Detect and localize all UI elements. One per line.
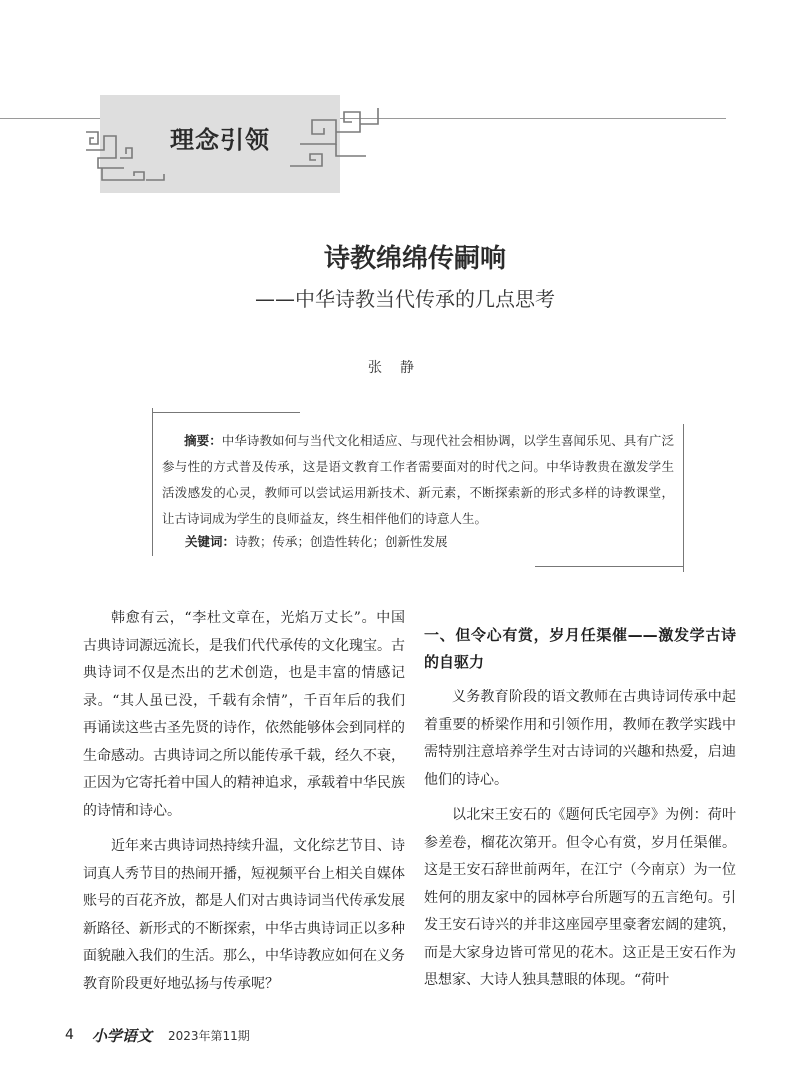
body-column-right	[424, 622, 736, 1003]
abstract-label: 摘要：	[184, 433, 222, 448]
paragraph: 义务教育阶段的语文教师在古典诗词传承中起着重要的桥梁作用和引领作用，教师在教学实践中需特别注意培养学生对古诗词的兴趣和热爱，启迪他们的诗心。	[424, 689, 736, 788]
issue-label: 2023年第11期	[167, 1028, 250, 1043]
keywords-text: 诗教；传承；创造性转化；创新性发展	[235, 534, 448, 549]
body-column-left	[83, 605, 405, 1006]
keywords	[185, 530, 665, 554]
header-rule-right	[340, 118, 726, 119]
keywords-label: 关键词：	[185, 534, 236, 549]
abstract-text: 中华诗教如何与当代文化相适应、与现代社会相协调，以学生喜闻乐见、具有广泛参与性的方式普及传承，这是语文教育工作者需要面对的时代之问。中华诗教贵在激发学生活泼感发的心灵，教师可以尝试运用新技术、新元素，不断探索新的形式多样的诗教课堂，让古诗词成为学生的良师益友，终生相伴他们的诗意人生。	[162, 433, 674, 526]
header-rule-left	[0, 118, 100, 119]
fretwork-pattern-left	[84, 128, 174, 186]
page-number: 4	[65, 1027, 74, 1043]
article-subtitle: ——中华诗教当代传承的几点思考	[255, 287, 555, 311]
section-label: 理念引领	[170, 126, 270, 154]
abstract-frame-right	[683, 424, 684, 572]
abstract-rule-bottom	[535, 566, 683, 567]
paragraph: 近年来古典诗词热持续升温，文化综艺节目、诗词真人秀节目的热闹开播，短视频平台上相关自媒体账号的百花齐放，都是人们对古典诗词当代传承发展新路径、新形式的不断探索，中华古典诗词正以多种面貌融入我们的生活。那么，中华诗教应如何在义务教育阶段更好地弘扬与传承呢？	[83, 838, 405, 992]
page-footer	[65, 1023, 250, 1047]
abstract	[162, 428, 674, 532]
article-author: 张静	[368, 360, 432, 376]
paragraph: 韩愈有云，“李杜文章在，光焰万丈长”。中国古典诗词源远流长，是我们代代承传的文化瑰宝。古典诗词不仅是杰出的艺术创造，也是丰富的情感记录。“其人虽已没，千载有余情”，千百年后的我们再诵读这些古圣先贤的诗作，依然能够体会到同样的生命感动。古典诗词之所以能传承千载，经久不衰，正因为它寄托着中国人的精神追求，承载着中华民族的诗情和诗心。	[83, 610, 405, 819]
paragraph: 以北宋王安石的《题何氏宅园亭》为例：荷叶参差卷，榴花次第开。但令心有赏，岁月任渠催。这是王安石辞世前两年，在江宁（今南京）为一位姓何的朋友家中的园林亭台所题写的五言绝句。引发王安石诗兴的并非这座园亭里豪奢宏阔的建筑，而是大家身边皆可常见的花木。这正是王安石作为思想家、大诗人独具慧眼的体现。“荷叶	[424, 807, 736, 988]
section-heading: 一、但令心有赏，岁月任渠催——激发学古诗的自驱力	[424, 626, 736, 671]
article-title: 诗教绵绵传嗣响	[323, 244, 506, 274]
abstract-frame-left	[152, 408, 153, 556]
abstract-rule-top	[152, 412, 300, 413]
journal-name: 小学语文	[91, 1026, 152, 1045]
